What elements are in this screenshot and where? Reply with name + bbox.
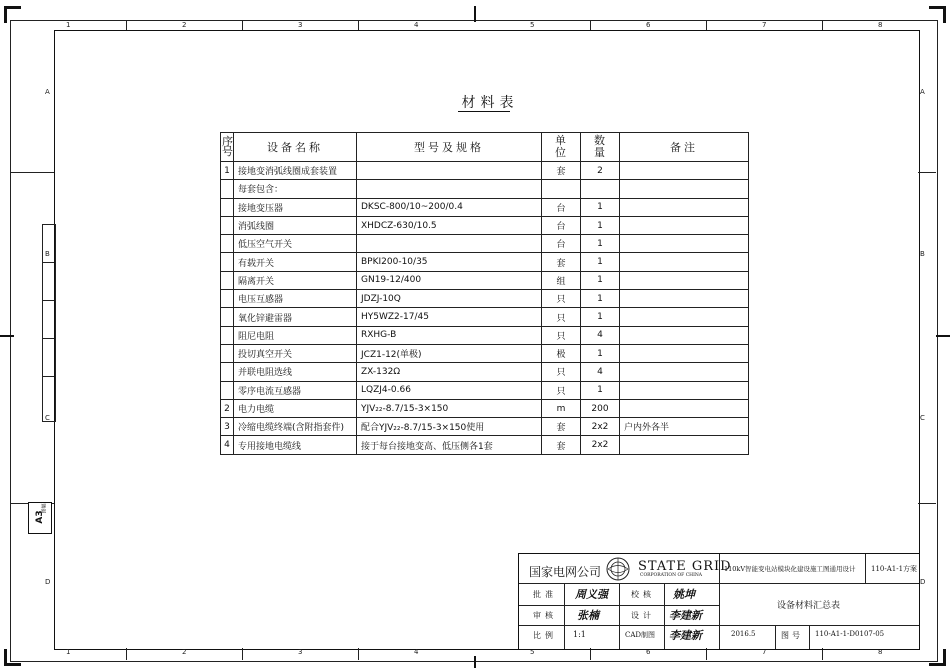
row-unit: 只 (542, 326, 581, 344)
cad-signature: 李建新 (669, 629, 702, 642)
design-label: 设计 (631, 611, 655, 620)
center-mark-top (474, 6, 476, 22)
row-name: 专用接地电缆线 (234, 436, 357, 454)
row-no: 4 (221, 436, 234, 454)
table-row (221, 271, 749, 289)
company-name: 国家电网公司 (529, 565, 602, 579)
revision-strip-divider (42, 376, 54, 377)
row-no (221, 180, 234, 198)
row-model: YJV₂₂-8.7/15-3×150 (357, 399, 542, 417)
row-unit: 台 (542, 216, 581, 234)
row-note (620, 162, 749, 180)
tb-rule (775, 625, 776, 649)
zone-col-label: 6 (646, 21, 651, 29)
row-model: JDZJ-10Q (357, 290, 542, 308)
row-note (620, 399, 749, 417)
table-row (221, 216, 749, 234)
revision-strip-divider (42, 300, 54, 301)
table-row (221, 436, 749, 454)
row-model: LQZJ4-0.66 (357, 381, 542, 399)
table-row (221, 308, 749, 326)
row-unit: m (542, 399, 581, 417)
row-model (357, 162, 542, 180)
table-row (221, 399, 749, 417)
zone-col-label: 4 (414, 21, 419, 29)
sheet-size-caption: 图幅 (41, 503, 48, 514)
row-unit: 套 (542, 253, 581, 271)
row-no: 2 (221, 399, 234, 417)
tb-rule (809, 625, 810, 649)
row-no (221, 198, 234, 216)
zone-divider (822, 20, 823, 30)
zone-col-label: 3 (298, 648, 303, 656)
row-model: BPKI200-10/35 (357, 253, 542, 271)
zone-col-label: 8 (878, 21, 883, 29)
row-qty: 2x2 (581, 436, 620, 454)
row-model: ZX-132Ω (357, 363, 542, 381)
table-row (221, 381, 749, 399)
row-qty: 2x2 (581, 418, 620, 436)
row-no (221, 235, 234, 253)
row-name: 消弧线圈 (234, 216, 357, 234)
row-model: HY5WZ2-17/45 (357, 308, 542, 326)
row-unit: 套 (542, 162, 581, 180)
table-row (221, 290, 749, 308)
state-grid-logo-icon (606, 557, 630, 581)
scheme-code: 110-A1-1方案 (871, 565, 918, 573)
zone-row-label: B (920, 250, 925, 258)
row-name: 隔离开关 (234, 271, 357, 289)
row-qty: 1 (581, 344, 620, 362)
tb-rule (564, 583, 565, 649)
header-name: 设备名称 (234, 133, 357, 162)
row-no (221, 381, 234, 399)
table-row (221, 235, 749, 253)
review-signature: 张楠 (577, 609, 599, 622)
table-row (221, 180, 749, 198)
row-unit: 极 (542, 344, 581, 362)
row-model: JCZ1-12(单极) (357, 344, 542, 362)
row-note (620, 290, 749, 308)
row-unit: 组 (542, 271, 581, 289)
center-mark-bottom (474, 656, 476, 668)
zone-row-label: B (45, 250, 50, 258)
project-name: 110kV智能变电站模块化建设施工图通用设计 (724, 565, 856, 573)
row-unit: 只 (542, 290, 581, 308)
approve-label: 批准 (533, 590, 557, 599)
row-unit: 套 (542, 418, 581, 436)
row-note (620, 271, 749, 289)
zone-col-label: 4 (414, 648, 419, 656)
header-no: 序号 (221, 133, 234, 162)
row-model: RXHG-B (357, 326, 542, 344)
row-note (620, 235, 749, 253)
row-unit: 台 (542, 198, 581, 216)
corner-mark-bottom-right (929, 649, 946, 666)
brand-subtitle: CORPORATION OF CHINA (640, 573, 703, 578)
table-row (221, 198, 749, 216)
row-note (620, 253, 749, 271)
check-label: 校核 (631, 590, 655, 599)
row-unit: 套 (542, 436, 581, 454)
tb-rule (664, 583, 665, 649)
row-model (357, 235, 542, 253)
zone-divider (358, 648, 359, 660)
header-note: 备注 (620, 133, 749, 162)
row-unit: 台 (542, 235, 581, 253)
row-qty: 2 (581, 162, 620, 180)
cad-label: CAD制图 (625, 631, 656, 639)
zone-row-label: D (45, 578, 51, 586)
zone-divider (706, 20, 707, 30)
row-qty: 1 (581, 253, 620, 271)
row-note (620, 180, 749, 198)
row-name: 电压互感器 (234, 290, 357, 308)
sheet-size: A3 (35, 510, 45, 524)
row-model: 配合YJV₂₂-8.7/15-3×150使用 (357, 418, 542, 436)
row-name: 氧化锌避雷器 (234, 308, 357, 326)
tb-rule (865, 554, 866, 583)
table-row (221, 418, 749, 436)
row-qty: 1 (581, 308, 620, 326)
row-note (620, 363, 749, 381)
drawing-name: 设备材料汇总表 (777, 601, 841, 611)
row-qty: 1 (581, 198, 620, 216)
row-note (620, 216, 749, 234)
row-no (221, 308, 234, 326)
revision-strip-divider (42, 338, 54, 339)
zone-col-label: 2 (182, 21, 187, 29)
approve-signature: 周义强 (575, 588, 608, 601)
zone-col-label: 5 (530, 21, 535, 29)
drawing-no-value: 110-A1-1-D0107-05 (815, 630, 885, 638)
zone-row-label: A (920, 88, 925, 96)
table-row (221, 363, 749, 381)
scale-value: 1:1 (573, 630, 586, 639)
review-label: 审核 (533, 611, 557, 620)
row-note (620, 308, 749, 326)
row-no: 1 (221, 162, 234, 180)
date-value: 2016.5 (731, 630, 756, 638)
row-qty: 1 (581, 271, 620, 289)
zone-divider (126, 20, 127, 30)
brand-name: STATE GRID (638, 559, 732, 574)
zone-row-label: C (920, 414, 925, 422)
zone-divider (590, 20, 591, 30)
scale-label: 比例 (533, 631, 557, 640)
row-model: DKSC-800/10~200/0.4 (357, 198, 542, 216)
row-no (221, 363, 234, 381)
row-note (620, 326, 749, 344)
row-model (357, 180, 542, 198)
zone-row-label: C (45, 414, 50, 422)
materials-table (220, 132, 749, 455)
row-name: 接地变压器 (234, 198, 357, 216)
drawing-no-label: 图号 (781, 631, 803, 640)
row-qty: 1 (581, 235, 620, 253)
zone-divider (358, 20, 359, 30)
row-model: GN19-12/400 (357, 271, 542, 289)
row-note (620, 344, 749, 362)
row-name: 每套包含： (234, 180, 357, 198)
header-qty: 数量 (581, 133, 620, 162)
row-name: 冷缩电缆终端(含附指套件) (234, 418, 357, 436)
header-model: 型号及规格 (357, 133, 542, 162)
revision-strip-divider (42, 262, 54, 263)
header-unit: 单位 (542, 133, 581, 162)
row-note (620, 436, 749, 454)
row-note (620, 381, 749, 399)
sheet-size-badge (28, 502, 52, 534)
row-no (221, 216, 234, 234)
row-unit: 只 (542, 308, 581, 326)
center-mark-right (936, 335, 950, 337)
zone-divider (10, 172, 54, 173)
row-name: 零序电流互感器 (234, 381, 357, 399)
row-name: 电力电缆 (234, 399, 357, 417)
row-no (221, 326, 234, 344)
zone-row-label: A (45, 88, 50, 96)
row-model: 接于每台接地变高、低压侧各1套 (357, 436, 542, 454)
row-no (221, 290, 234, 308)
check-signature: 姚坤 (673, 588, 695, 601)
title-block (518, 553, 920, 650)
row-qty (581, 180, 620, 198)
zone-divider (242, 648, 243, 660)
row-qty: 200 (581, 399, 620, 417)
row-unit: 只 (542, 363, 581, 381)
row-name: 投切真空开关 (234, 344, 357, 362)
row-qty: 4 (581, 363, 620, 381)
table-body (221, 162, 749, 455)
tb-rule (619, 583, 620, 649)
zone-col-label: 2 (182, 648, 187, 656)
row-qty: 1 (581, 216, 620, 234)
table-row (221, 162, 749, 180)
zone-col-label: 3 (298, 21, 303, 29)
title-underline (458, 111, 510, 112)
zone-col-label: 1 (66, 648, 71, 656)
row-qty: 1 (581, 290, 620, 308)
zone-col-label: 6 (646, 648, 651, 656)
table-header-row (221, 133, 749, 162)
corner-mark-top-right (929, 6, 946, 23)
center-mark-left (0, 335, 14, 337)
corner-mark-top-left (4, 6, 21, 23)
row-no (221, 253, 234, 271)
row-name: 阻尼电阻 (234, 326, 357, 344)
row-name: 有载开关 (234, 253, 357, 271)
row-name: 并联电阻选线 (234, 363, 357, 381)
table-row (221, 253, 749, 271)
row-qty: 1 (581, 381, 620, 399)
row-name: 接地变消弧线圈成套装置 (234, 162, 357, 180)
row-no: 3 (221, 418, 234, 436)
zone-divider (918, 503, 936, 504)
zone-col-label: 8 (878, 648, 883, 656)
zone-col-label: 7 (762, 648, 767, 656)
row-no (221, 271, 234, 289)
zone-col-label: 7 (762, 21, 767, 29)
zone-row-label: D (920, 578, 926, 586)
table-row (221, 326, 749, 344)
row-note (620, 198, 749, 216)
corner-mark-bottom-left (4, 649, 21, 666)
row-qty: 4 (581, 326, 620, 344)
row-unit (542, 180, 581, 198)
row-name: 低压空气开关 (234, 235, 357, 253)
zone-divider (918, 172, 936, 173)
zone-divider (126, 648, 127, 660)
row-note: 户内外各半 (620, 418, 749, 436)
zone-divider (242, 20, 243, 30)
zone-col-label: 1 (66, 21, 71, 29)
page-title: 材料表 (461, 95, 519, 111)
design-signature: 李建新 (669, 609, 702, 622)
zone-col-label: 5 (530, 648, 535, 656)
row-no (221, 344, 234, 362)
table-row (221, 344, 749, 362)
row-model: XHDCZ-630/10.5 (357, 216, 542, 234)
row-unit: 只 (542, 381, 581, 399)
revision-strip (42, 224, 56, 422)
